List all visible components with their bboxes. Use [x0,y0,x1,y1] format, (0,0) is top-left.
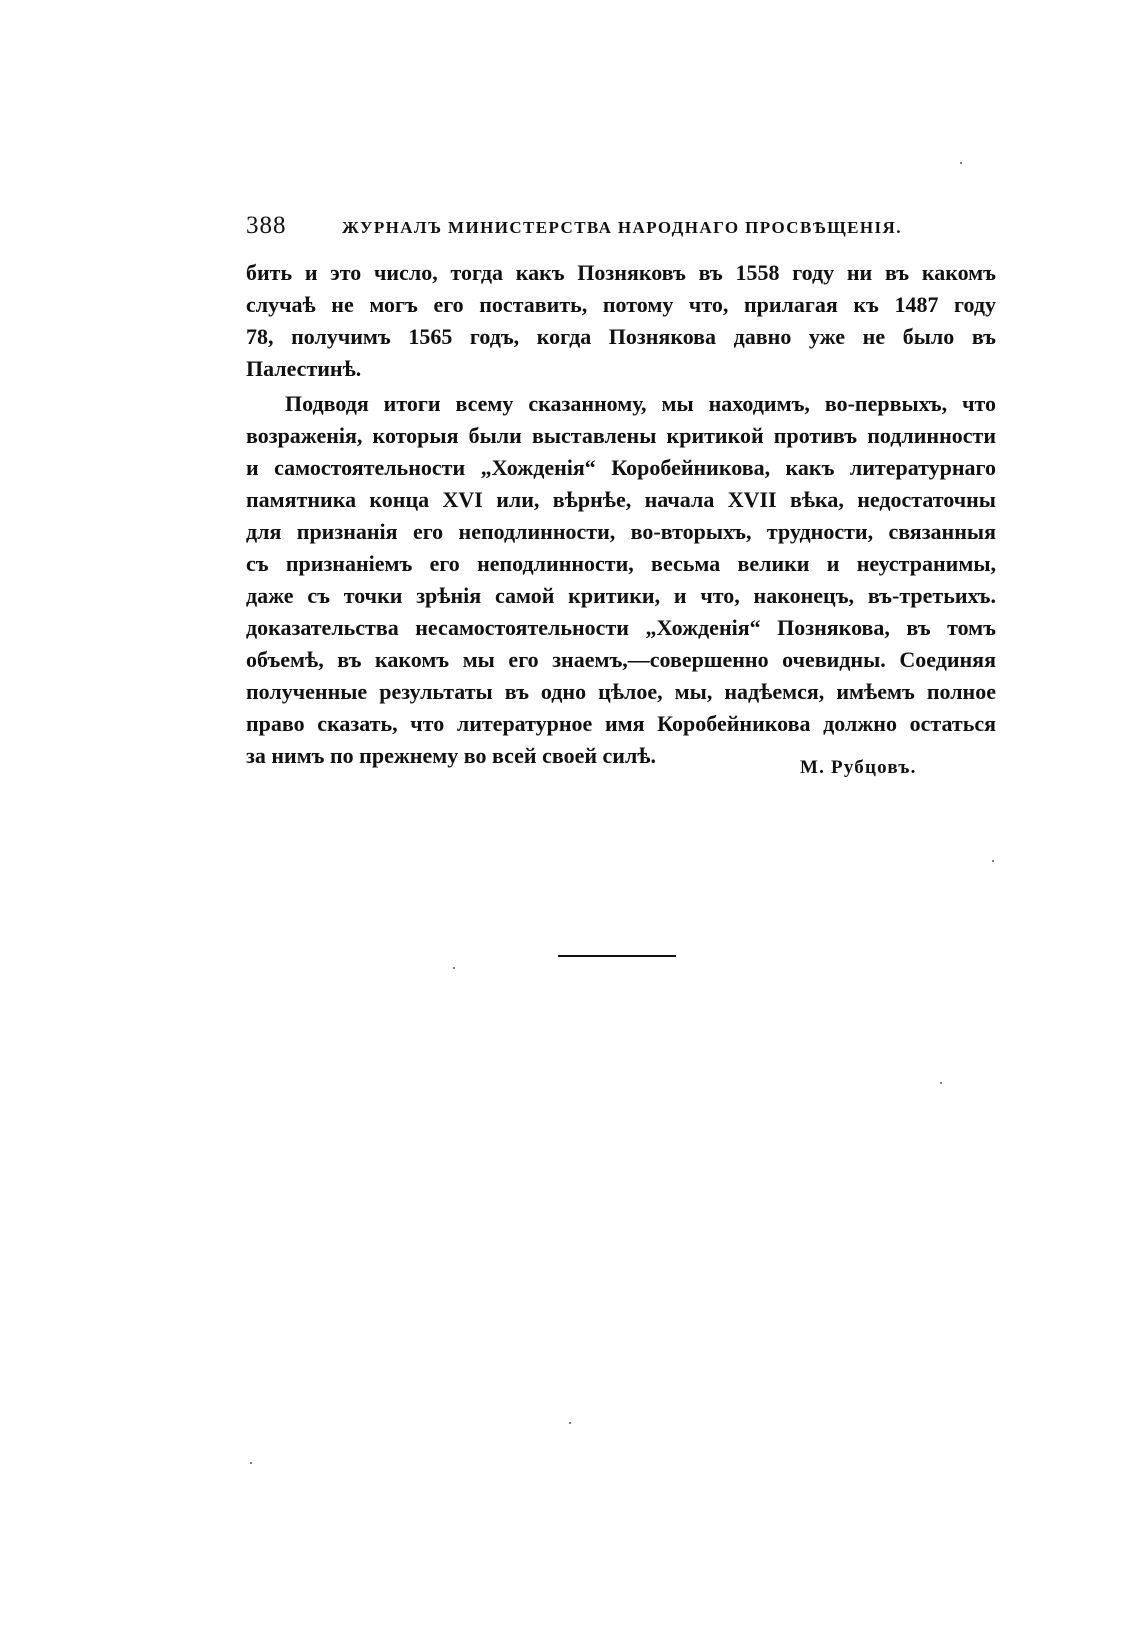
text-line: доказательства несамостоятельности „Хожденія“ Познякова, въ томъ [246,615,996,640]
end-rule-divider [558,955,676,957]
text-line: полученные результаты въ одно цѣлое, мы, надѣемся, имѣемъ полное [246,679,996,704]
text-line: Палестинѣ. [246,356,362,381]
text-line: случаѣ не могъ его поставить, потому что, прилагая къ 1487 году [246,292,996,317]
page-header [246,212,906,242]
text-line: 78, получимъ 1565 годъ, когда Познякова давно уже не было въ [246,324,996,349]
text-line: памятника конца XVI или, вѣрнѣе, начала XVII вѣка, недостаточны [246,487,996,512]
text-line: для признанія его неподлинности, во-вторыхъ, трудности, связанныя [246,519,996,544]
text-line: Подводя итоги всему сказанному, мы находимъ, во-первыхъ, что [285,391,996,416]
text-line: возраженія, которыя были выставлены критикой противъ подлинности [246,423,996,448]
text-line: объемѣ, въ какомъ мы его знаемъ,—совершенно очевидны. Соединяя [246,647,996,672]
scan-speck [992,860,994,862]
text-line: за нимъ по прежнему во всей своей силѣ. [246,743,657,768]
scan-speck [960,162,962,164]
scan-speck [453,967,455,969]
scan-speck [940,1082,942,1084]
text-line: бить и это число, тогда какъ Позняковъ въ 1558 году ни въ какомъ [246,260,996,285]
page-number: 388 [246,212,287,239]
scan-speck [569,1422,571,1424]
text-line: съ признаніемъ его неподлинности, весьма велики и неустранимы, [246,551,996,576]
text-line: даже съ точки зрѣнія самой критики, и что, наконецъ, въ-третьихъ. [246,583,996,608]
scan-speck [250,1462,252,1464]
author-signature: М. Рубцовъ. [800,757,917,778]
text-line: право сказать, что литературное имя Коробейникова должно остаться [246,711,996,736]
text-line: и самостоятельности „Хожденія“ Коробейникова, какъ литературнаго [246,455,996,480]
running-head: ЖУРНАЛЪ МИНИСТЕРСТВА НАРОДНАГО ПРОСВѢЩЕНІЯ. [342,218,902,237]
